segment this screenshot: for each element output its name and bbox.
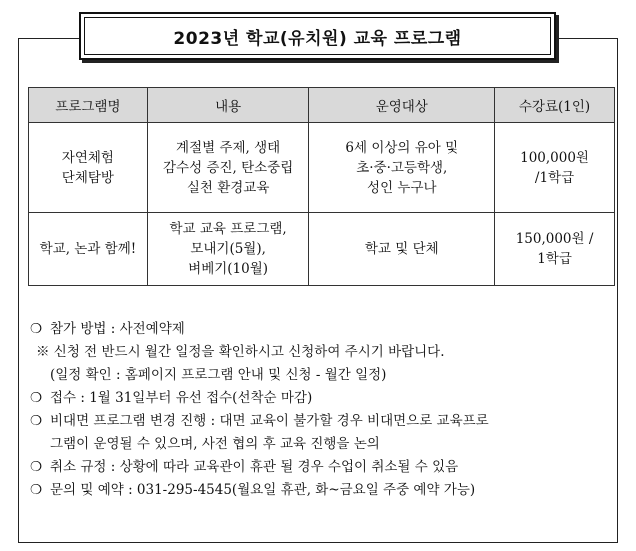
note-text: 문의 및 예약 : 031-295-4545(월요일 휴관, 화~금요일 주중 예약 가능)	[50, 482, 476, 498]
note-text: 취소 규정 : 상황에 따라 교육관이 휴관 될 경우 수업이 취소될 수 있음	[50, 459, 459, 475]
note-text: ※ 신청 전 반드시 월간 일정을 확인하시고 신청하여 주시기 바랍니다.	[36, 344, 445, 360]
note-item	[30, 410, 615, 433]
cell-program-name	[29, 213, 148, 286]
circle-bullet-icon: ❍	[30, 321, 43, 337]
cell-fee	[495, 123, 615, 213]
circle-bullet-icon: ❍	[30, 413, 43, 429]
cell-fee	[495, 213, 615, 286]
circle-bullet-icon: ❍	[30, 459, 43, 475]
cell-content	[147, 213, 309, 286]
program-table	[28, 87, 615, 286]
text-line: 감수성 증진, 탄소중립	[163, 159, 294, 176]
text-line: 계절별 주제, 생태	[176, 139, 281, 156]
note-text: 그램이 운영될 수 있으며, 사전 협의 후 교육 진행을 논의	[50, 436, 380, 452]
note-item	[30, 433, 615, 456]
note-item	[30, 341, 615, 364]
notes-section	[30, 318, 615, 502]
table-row	[29, 123, 615, 213]
text-line: 학교 교육 프로그램,	[169, 221, 287, 237]
title-box	[79, 12, 556, 60]
header-target: 운영대상	[309, 88, 495, 123]
circle-bullet-icon: ❍	[30, 390, 43, 406]
text-line: 실천 환경교육	[186, 179, 270, 196]
table-header-row	[29, 88, 615, 123]
cell-content	[147, 123, 309, 213]
note-item	[30, 479, 615, 502]
header-fee: 수강료(1인)	[495, 88, 615, 123]
text-line: 100,000원	[520, 149, 589, 166]
text-line: 성인 누구나	[367, 179, 437, 196]
text-line: /1학급	[534, 169, 575, 186]
note-item	[30, 318, 615, 341]
text-line: 6세 이상의 유아 및	[345, 139, 459, 156]
text-line: 벼베기(10월)	[188, 261, 269, 277]
circle-bullet-icon: ❍	[30, 482, 43, 498]
cell-target	[309, 123, 495, 213]
header-program-name: 프로그램명	[29, 88, 148, 123]
cell-target	[309, 213, 495, 286]
text-line: 1학급	[537, 251, 572, 267]
text-line: 초·중·고등학생,	[356, 159, 448, 176]
cell-program-name	[29, 123, 148, 213]
note-text: 접수 : 1월 31일부터 유선 접수(선착순 마감)	[50, 390, 313, 406]
header-content: 내용	[147, 88, 309, 123]
table-row	[29, 213, 615, 286]
note-text: (일정 확인 : 홈페이지 프로그램 안내 및 신청 - 월간 일정)	[50, 367, 387, 383]
text-line: 자연체험	[61, 149, 114, 166]
note-item	[30, 456, 615, 479]
note-item	[30, 387, 615, 410]
text-line: 학교 및 단체	[364, 241, 439, 257]
note-text: 참가 방법 : 사전예약제	[50, 321, 185, 337]
page-title: 2023년 학교(유치원) 교육 프로그램	[173, 28, 462, 49]
text-line: 150,000원 /	[515, 231, 594, 247]
text-line: 모내기(5월),	[190, 241, 266, 257]
note-text: 비대면 프로그램 변경 진행 : 대면 교육이 불가할 경우 비대면으로 교육프로	[50, 413, 489, 429]
note-item	[30, 364, 615, 387]
text-line: 단체탐방	[61, 169, 114, 186]
text-line: 학교, 논과 함께!	[39, 241, 137, 257]
